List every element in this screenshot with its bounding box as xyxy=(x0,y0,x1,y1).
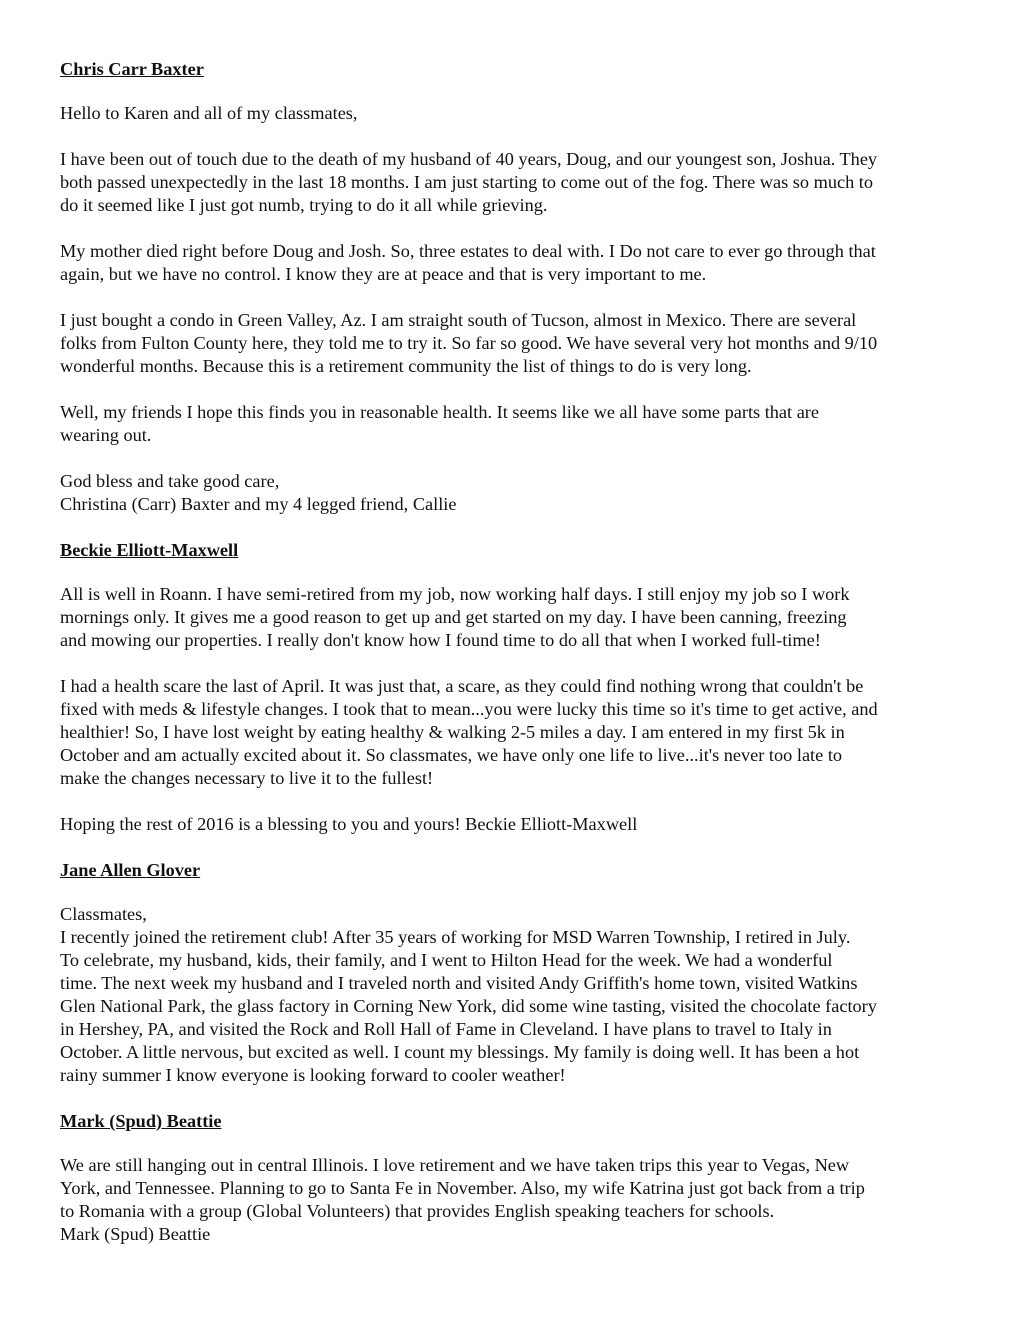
paragraph xyxy=(60,240,980,286)
text-line: Well, my friends I hope this finds you in reasonable health. It seems like we all have some parts that are xyxy=(60,402,820,422)
signature-line: Christina (Carr) Baxter and my 4 legged friend, Callie xyxy=(60,494,457,514)
paragraph xyxy=(60,470,980,516)
signature-line: Mark (Spud) Beattie xyxy=(60,1224,211,1244)
text-line: We are still hanging out in central Illinois. I love retirement and we have taken trips this year to Vegas, New xyxy=(60,1155,850,1175)
text-line: Glen National Park, the glass factory in Corning New York, did some wine tasting, visited the chocolate factory xyxy=(60,996,877,1016)
text-line: I just bought a condo in Green Valley, Az. I am straight south of Tucson, almost in Mexico. There are several xyxy=(60,310,857,330)
letter-section-mark-spud-beattie xyxy=(60,1110,980,1246)
text-line: October. A little nervous, but excited as well. I count my blessings. My family is doing well. It has been a hot xyxy=(60,1042,860,1062)
letter-section-jane-allen-glover xyxy=(60,859,980,1087)
paragraph xyxy=(60,309,980,378)
text-line: make the changes necessary to live it to the fullest! xyxy=(60,768,434,788)
paragraph xyxy=(60,1154,980,1246)
text-line: again, but we have no control. I know they are at peace and that is very important to me. xyxy=(60,264,707,284)
paragraph xyxy=(60,583,980,652)
text-line: I recently joined the retirement club! After 35 years of working for MSD Warren Township, I retired in July. xyxy=(60,927,851,947)
section-heading: Chris Carr Baxter xyxy=(60,59,204,79)
document-page xyxy=(60,58,980,1246)
paragraph xyxy=(60,401,980,447)
text-line: October and am actually excited about it. So classmates, we have only one life to live...it's never too late to xyxy=(60,745,843,765)
letter-section-chris-carr-baxter xyxy=(60,58,980,516)
text-line: folks from Fulton County here, they told me to try it. So far so good. We have several very hot months and 9/10 xyxy=(60,333,878,353)
section-heading: Mark (Spud) Beattie xyxy=(60,1111,222,1131)
text-line: Classmates, xyxy=(60,904,147,924)
text-line: fixed with meds & lifestyle changes. I took that to mean...you were lucky this time so it's time to get active, and xyxy=(60,699,878,719)
text-line: time. The next week my husband and I traveled north and visited Andy Griffith's home town, visited Watkins xyxy=(60,973,858,993)
paragraph xyxy=(60,148,980,217)
text-line: I have been out of touch due to the death of my husband of 40 years, Doug, and our youngest son, Joshua. They xyxy=(60,149,878,169)
text-line: Hello to Karen and all of my classmates, xyxy=(60,103,358,123)
section-heading: Beckie Elliott-Maxwell xyxy=(60,540,239,560)
text-line: rainy summer I know everyone is looking forward to cooler weather! xyxy=(60,1065,566,1085)
paragraph xyxy=(60,903,980,1087)
text-line: healthier! So, I have lost weight by eating healthy & walking 2-5 miles a day. I am entered in my first 5k in xyxy=(60,722,845,742)
text-line: wearing out. xyxy=(60,425,152,445)
text-line: My mother died right before Doug and Josh. So, three estates to deal with. I Do not care to ever go through that xyxy=(60,241,876,261)
paragraph xyxy=(60,102,980,125)
text-line: God bless and take good care, xyxy=(60,471,280,491)
paragraph xyxy=(60,813,980,836)
signature-line: Hoping the rest of 2016 is a blessing to you and yours! Beckie Elliott-Maxwell xyxy=(60,814,638,834)
text-line: do it seemed like I just got numb, trying to do it all while grieving. xyxy=(60,195,548,215)
text-line: York, and Tennessee. Planning to go to Santa Fe in November. Also, my wife Katrina just got back from a trip xyxy=(60,1178,865,1198)
text-line: All is well in Roann. I have semi-retired from my job, now working half days. I still enjoy my job so I work xyxy=(60,584,850,604)
text-line: I had a health scare the last of April. It was just that, a scare, as they could find nothing wrong that couldn't be xyxy=(60,676,864,696)
text-line: mornings only. It gives me a good reason to get up and get started on my day. I have been canning, freezing xyxy=(60,607,847,627)
text-line: wonderful months. Because this is a retirement community the list of things to do is very long. xyxy=(60,356,752,376)
text-line: in Hershey, PA, and visited the Rock and Roll Hall of Fame in Cleveland. I have plans to travel to Italy in xyxy=(60,1019,832,1039)
text-line: both passed unexpectedly in the last 18 months. I am just starting to come out of the fog. There was so much to xyxy=(60,172,874,192)
text-line: to Romania with a group (Global Volunteers) that provides English speaking teachers for schools. xyxy=(60,1201,775,1221)
letter-section-beckie-elliott-maxwell xyxy=(60,539,980,836)
section-heading: Jane Allen Glover xyxy=(60,860,201,880)
text-line: and mowing our properties. I really don't know how I found time to do all that when I worked full-time! xyxy=(60,630,821,650)
text-line: To celebrate, my husband, kids, their family, and I went to Hilton Head for the week. We had a wonderful xyxy=(60,950,833,970)
paragraph xyxy=(60,675,980,790)
